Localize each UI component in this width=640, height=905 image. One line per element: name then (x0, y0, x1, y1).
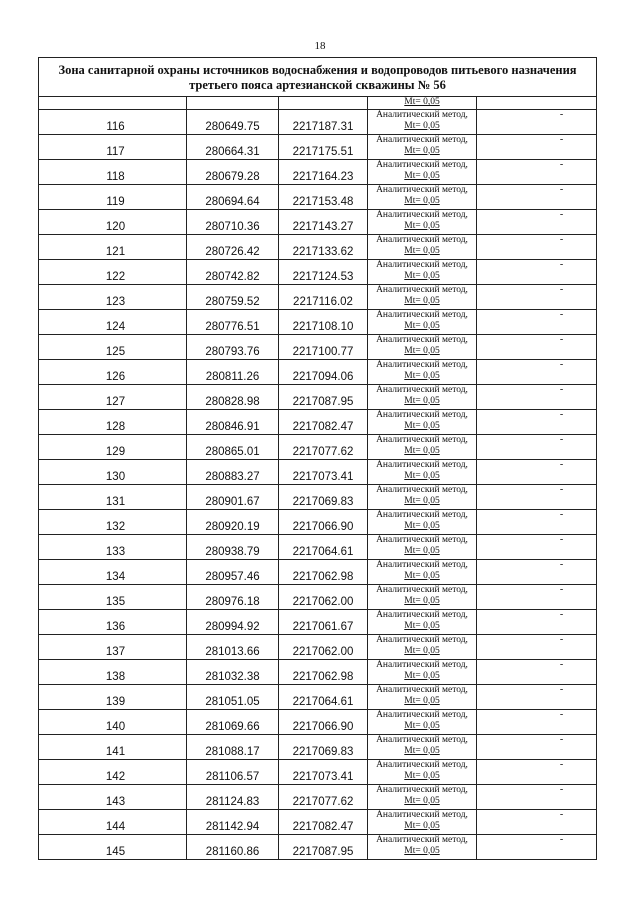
point-number-cell: 142 (39, 760, 187, 785)
y-coordinate-cell: 2217087.95 (279, 835, 368, 860)
extra-cell: - (477, 560, 597, 585)
accuracy-value: Mt= 0,05 (404, 645, 440, 656)
extra-cell: - (477, 385, 597, 410)
method-label: Аналитический метод, (376, 560, 468, 570)
method-label: Аналитический метод, (376, 735, 468, 745)
table-row (39, 610, 597, 635)
y-coordinate-cell: 2217064.61 (279, 685, 368, 710)
method-cell (368, 635, 477, 660)
point-number-cell: 129 (39, 435, 187, 460)
extra-cell: - (477, 810, 597, 835)
x-coordinate-cell: 281013.66 (187, 635, 279, 660)
x-coordinate-cell: 280742.82 (187, 260, 279, 285)
method-cell (368, 185, 477, 210)
x-coordinate-cell: 280976.18 (187, 585, 279, 610)
table-row (39, 785, 597, 810)
table-row (39, 560, 597, 585)
extra-cell: - (477, 435, 597, 460)
table-row (39, 735, 597, 760)
point-number-cell: 124 (39, 310, 187, 335)
point-number-cell: 145 (39, 835, 187, 860)
y-coordinate-cell: 2217069.83 (279, 485, 368, 510)
point-number-cell: 137 (39, 635, 187, 660)
y-coordinate-cell: 2217187.31 (279, 110, 368, 135)
extra-cell: - (477, 160, 597, 185)
accuracy-value: Mt= 0,05 (404, 795, 440, 806)
table-row (39, 410, 597, 435)
method-label: Аналитический метод, (376, 510, 468, 520)
extra-cell: - (477, 510, 597, 535)
y-coordinate-cell: 2217073.41 (279, 760, 368, 785)
table-row (39, 710, 597, 735)
extra-cell: - (477, 335, 597, 360)
accuracy-value: Mt= 0,05 (404, 245, 440, 256)
table-row (39, 385, 597, 410)
x-coordinate-cell: 281069.66 (187, 710, 279, 735)
y-coordinate-cell: 2217116.02 (279, 285, 368, 310)
x-coordinate-cell: 280811.26 (187, 360, 279, 385)
y-coordinate-cell: 2217064.61 (279, 535, 368, 560)
table-row (39, 685, 597, 710)
method-label: Аналитический метод, (376, 285, 468, 295)
method-cell (368, 460, 477, 485)
table-row (39, 135, 597, 160)
point-number-cell: 144 (39, 810, 187, 835)
extra-cell: - (477, 660, 597, 685)
y-coordinate-cell: 2217062.98 (279, 660, 368, 685)
extra-cell: - (477, 485, 597, 510)
extra-cell: - (477, 735, 597, 760)
accuracy-value: Mt= 0,05 (404, 345, 440, 356)
method-cell (368, 210, 477, 235)
point-number-cell: 122 (39, 260, 187, 285)
method-label: Аналитический метод, (376, 435, 468, 445)
point-number-cell: 123 (39, 285, 187, 310)
accuracy-cell (368, 97, 477, 110)
point-number-cell: 118 (39, 160, 187, 185)
coordinates-table (38, 57, 597, 860)
point-number-cell: 143 (39, 785, 187, 810)
table-row (39, 360, 597, 385)
y-coordinate-cell: 2217124.53 (279, 260, 368, 285)
accuracy-value: Mt= 0,05 (404, 620, 440, 631)
point-number-cell: 130 (39, 460, 187, 485)
table-row (39, 760, 597, 785)
accuracy-value: Mt= 0,05 (404, 220, 440, 231)
y-coordinate-cell: 2217082.47 (279, 810, 368, 835)
point-number-cell: 136 (39, 610, 187, 635)
extra-cell: - (477, 685, 597, 710)
method-cell (368, 660, 477, 685)
method-cell (368, 310, 477, 335)
table-title (39, 58, 597, 97)
method-cell (368, 235, 477, 260)
extra-cell: - (477, 535, 597, 560)
title-row (39, 58, 597, 97)
page-number: 18 (314, 40, 326, 52)
method-cell (368, 835, 477, 860)
point-number-cell: 141 (39, 735, 187, 760)
method-cell (368, 810, 477, 835)
point-number-cell: 132 (39, 510, 187, 535)
table-row (39, 835, 597, 860)
accuracy-value: Mt= 0,05 (404, 370, 440, 381)
extra-cell: - (477, 235, 597, 260)
method-cell (368, 360, 477, 385)
method-cell (368, 610, 477, 635)
method-label: Аналитический метод, (376, 410, 468, 420)
x-coordinate-cell: 281124.83 (187, 785, 279, 810)
method-label: Аналитический метод, (376, 235, 468, 245)
y-coordinate-cell: 2217066.90 (279, 510, 368, 535)
table-row (39, 810, 597, 835)
method-label: Аналитический метод, (376, 835, 468, 845)
point-number-cell: 135 (39, 585, 187, 610)
x-coordinate-cell: 280846.91 (187, 410, 279, 435)
method-cell (368, 285, 477, 310)
extra-cell: - (477, 710, 597, 735)
method-label: Аналитический метод, (376, 485, 468, 495)
table-row (39, 110, 597, 135)
table-row (39, 585, 597, 610)
accuracy-value: Mt= 0,05 (404, 845, 440, 856)
table-row (39, 635, 597, 660)
point-number-cell: 117 (39, 135, 187, 160)
x-coordinate-cell: 280726.42 (187, 235, 279, 260)
accuracy-value: Mt= 0,05 (404, 120, 440, 131)
accuracy-value: Mt= 0,05 (404, 770, 440, 781)
extra-cell: - (477, 110, 597, 135)
accuracy-value: Mt= 0,05 (404, 395, 440, 406)
x-coordinate-cell: 280664.31 (187, 135, 279, 160)
method-cell (368, 260, 477, 285)
y-coordinate-cell: 2217143.27 (279, 210, 368, 235)
extra-cell: - (477, 760, 597, 785)
y-coordinate-cell: 2217153.48 (279, 185, 368, 210)
x-coordinate-cell: 281106.57 (187, 760, 279, 785)
x-coordinate-cell: 280994.92 (187, 610, 279, 635)
x-coordinate-cell: 280883.27 (187, 460, 279, 485)
accuracy-value: Mt= 0,05 (404, 470, 440, 481)
method-label: Аналитический метод, (376, 335, 468, 345)
accuracy-value: Mt= 0,05 (404, 270, 440, 281)
point-number-cell: 116 (39, 110, 187, 135)
point-number-cell: 139 (39, 685, 187, 710)
title-line-2: третьего пояса артезианской скважины № 56 (189, 78, 446, 92)
point-number-cell: 131 (39, 485, 187, 510)
x-coordinate-cell: 280920.19 (187, 510, 279, 535)
accuracy-value: Mt= 0,05 (404, 545, 440, 556)
method-label: Аналитический метод, (376, 685, 468, 695)
method-label: Аналитический метод, (376, 760, 468, 770)
table-row (39, 160, 597, 185)
y-coordinate-cell: 2217108.10 (279, 310, 368, 335)
accuracy-value: Mt= 0,05 (404, 595, 440, 606)
accuracy-value: Mt= 0,05 (404, 570, 440, 581)
y-coordinate-cell: 2217087.95 (279, 385, 368, 410)
method-label: Аналитический метод, (376, 610, 468, 620)
extra-cell: - (477, 460, 597, 485)
accuracy-value: Mt= 0,05 (404, 420, 440, 431)
y-coordinate-cell: 2217133.62 (279, 235, 368, 260)
extra-cell: - (477, 260, 597, 285)
x-coordinate-cell: 280759.52 (187, 285, 279, 310)
y-coordinate-cell: 2217062.98 (279, 560, 368, 585)
accuracy-value: Mt= 0,05 (404, 820, 440, 831)
point-number-cell: 138 (39, 660, 187, 685)
table-body (39, 58, 597, 860)
accuracy-value: Mt= 0,05 (404, 145, 440, 156)
x-coordinate-cell: 280865.01 (187, 435, 279, 460)
accuracy-value: Mt= 0,05 (404, 170, 440, 181)
continuation-row (39, 97, 597, 110)
method-cell (368, 535, 477, 560)
y-coordinate-cell: 2217062.00 (279, 635, 368, 660)
x-coordinate-cell: 280938.79 (187, 535, 279, 560)
method-label: Аналитический метод, (376, 535, 468, 545)
point-number-cell: 140 (39, 710, 187, 735)
y-coordinate-cell: 2217100.77 (279, 335, 368, 360)
method-cell (368, 560, 477, 585)
extra-cell: - (477, 610, 597, 635)
empty-cell (39, 97, 187, 110)
point-number-cell: 121 (39, 235, 187, 260)
method-cell (368, 135, 477, 160)
point-number-cell: 134 (39, 560, 187, 585)
method-label: Аналитический метод, (376, 710, 468, 720)
method-label: Аналитический метод, (376, 310, 468, 320)
table-row (39, 210, 597, 235)
empty-cell (279, 97, 368, 110)
method-label: Аналитический метод, (376, 260, 468, 270)
method-cell (368, 785, 477, 810)
point-number-cell: 133 (39, 535, 187, 560)
extra-cell: - (477, 135, 597, 160)
method-cell (368, 510, 477, 535)
accuracy-value: Mt= 0,05 (404, 195, 440, 206)
method-label: Аналитический метод, (376, 660, 468, 670)
method-cell (368, 760, 477, 785)
accuracy-value: Mt= 0,05 (404, 495, 440, 506)
x-coordinate-cell: 281160.86 (187, 835, 279, 860)
table-row (39, 335, 597, 360)
table-row (39, 310, 597, 335)
y-coordinate-cell: 2217077.62 (279, 435, 368, 460)
table-row (39, 235, 597, 260)
extra-cell: - (477, 285, 597, 310)
y-coordinate-cell: 2217062.00 (279, 585, 368, 610)
method-label: Аналитический метод, (376, 135, 468, 145)
extra-cell: - (477, 210, 597, 235)
y-coordinate-cell: 2217069.83 (279, 735, 368, 760)
x-coordinate-cell: 281032.38 (187, 660, 279, 685)
method-label: Аналитический метод, (376, 360, 468, 370)
table-row (39, 285, 597, 310)
method-label: Аналитический метод, (376, 635, 468, 645)
method-label: Аналитический метод, (376, 810, 468, 820)
x-coordinate-cell: 281051.05 (187, 685, 279, 710)
y-coordinate-cell: 2217164.23 (279, 160, 368, 185)
empty-cell (187, 97, 279, 110)
extra-cell: - (477, 310, 597, 335)
x-coordinate-cell: 280901.67 (187, 485, 279, 510)
method-cell (368, 485, 477, 510)
accuracy-value: Mt= 0,05 (404, 695, 440, 706)
method-cell (368, 585, 477, 610)
method-label: Аналитический метод, (376, 110, 468, 120)
accuracy-value: Mt= 0,05 (404, 97, 440, 107)
x-coordinate-cell: 280776.51 (187, 310, 279, 335)
y-coordinate-cell: 2217094.06 (279, 360, 368, 385)
x-coordinate-cell: 280793.76 (187, 335, 279, 360)
table-row (39, 660, 597, 685)
x-coordinate-cell: 280694.64 (187, 185, 279, 210)
x-coordinate-cell: 280957.46 (187, 560, 279, 585)
method-label: Аналитический метод, (376, 160, 468, 170)
y-coordinate-cell: 2217082.47 (279, 410, 368, 435)
method-label: Аналитический метод, (376, 460, 468, 470)
method-cell (368, 160, 477, 185)
y-coordinate-cell: 2217073.41 (279, 460, 368, 485)
y-coordinate-cell: 2217175.51 (279, 135, 368, 160)
table-row (39, 535, 597, 560)
x-coordinate-cell: 280710.36 (187, 210, 279, 235)
accuracy-value: Mt= 0,05 (404, 745, 440, 756)
method-cell (368, 685, 477, 710)
table-row (39, 435, 597, 460)
extra-cell: - (477, 185, 597, 210)
method-cell (368, 335, 477, 360)
point-number-cell: 125 (39, 335, 187, 360)
empty-cell (477, 97, 597, 110)
method-cell (368, 410, 477, 435)
method-cell (368, 385, 477, 410)
method-label: Аналитический метод, (376, 785, 468, 795)
x-coordinate-cell: 280649.75 (187, 110, 279, 135)
extra-cell: - (477, 410, 597, 435)
point-number-cell: 128 (39, 410, 187, 435)
method-label: Аналитический метод, (376, 385, 468, 395)
table-row (39, 460, 597, 485)
method-label: Аналитический метод, (376, 210, 468, 220)
x-coordinate-cell: 281142.94 (187, 810, 279, 835)
table-row (39, 485, 597, 510)
extra-cell: - (477, 360, 597, 385)
point-number-cell: 126 (39, 360, 187, 385)
y-coordinate-cell: 2217077.62 (279, 785, 368, 810)
point-number-cell: 120 (39, 210, 187, 235)
method-label: Аналитический метод, (376, 185, 468, 195)
y-coordinate-cell: 2217066.90 (279, 710, 368, 735)
table-row (39, 185, 597, 210)
table-row (39, 260, 597, 285)
x-coordinate-cell: 280828.98 (187, 385, 279, 410)
method-cell (368, 435, 477, 460)
extra-cell: - (477, 785, 597, 810)
y-coordinate-cell: 2217061.67 (279, 610, 368, 635)
extra-cell: - (477, 835, 597, 860)
accuracy-value: Mt= 0,05 (404, 445, 440, 456)
method-cell (368, 735, 477, 760)
point-number-cell: 127 (39, 385, 187, 410)
accuracy-value: Mt= 0,05 (404, 320, 440, 331)
title-line-1: Зона санитарной охраны источников водоснабжения и водопроводов питьевого назначения (58, 63, 577, 77)
point-number-cell: 119 (39, 185, 187, 210)
x-coordinate-cell: 281088.17 (187, 735, 279, 760)
extra-cell: - (477, 635, 597, 660)
method-cell (368, 110, 477, 135)
accuracy-value: Mt= 0,05 (404, 520, 440, 531)
accuracy-value: Mt= 0,05 (404, 670, 440, 681)
method-cell (368, 710, 477, 735)
extra-cell: - (477, 585, 597, 610)
method-label: Аналитический метод, (376, 585, 468, 595)
accuracy-value: Mt= 0,05 (404, 720, 440, 731)
x-coordinate-cell: 280679.28 (187, 160, 279, 185)
table-row (39, 510, 597, 535)
accuracy-value: Mt= 0,05 (404, 295, 440, 306)
